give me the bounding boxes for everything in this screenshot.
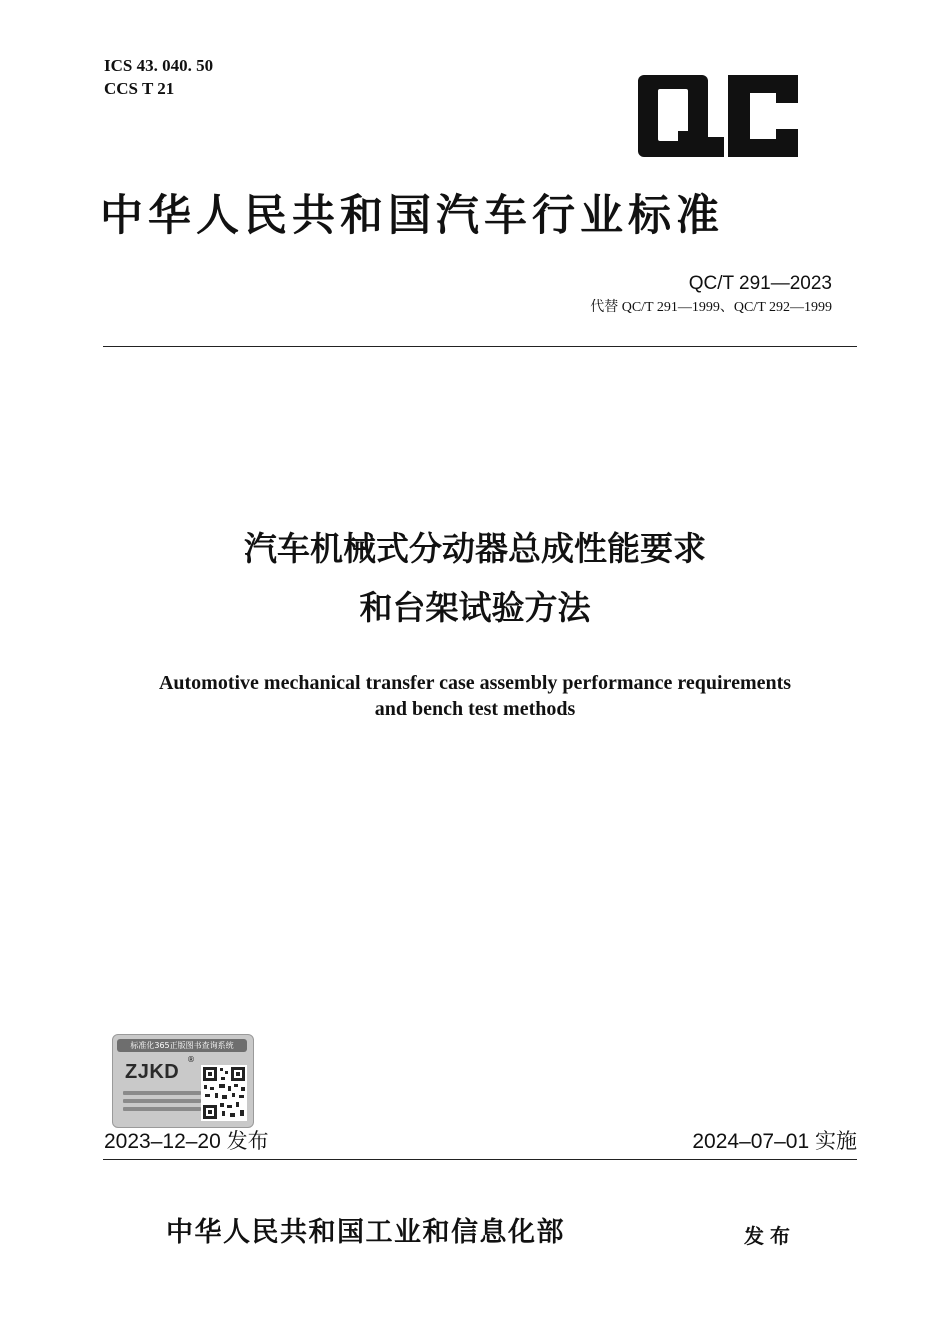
stamp-header: 标准化365正版图书查询系统 — [117, 1039, 247, 1052]
replaced-standards: 代替 QC/T 291—1999、QC/T 292—1999 — [590, 300, 832, 315]
issue-date: 2023–12–20 发布 — [104, 1130, 269, 1153]
stamp-fine-print — [123, 1091, 201, 1115]
title-en-line1: Automotive mechanical transfer case assembly performance requirements — [158, 672, 792, 694]
qr-code-icon — [201, 1065, 247, 1121]
publisher-name: 中华人民共和国工业和信息化部 — [166, 1217, 565, 1248]
stamp-brand: ZJKD — [125, 1061, 180, 1083]
title-cn-line2: 和台架试验方法 — [359, 588, 591, 627]
qc-logo — [636, 73, 800, 159]
standard-number: QC/T 291—2023 — [688, 273, 832, 294]
implementation-date: 2024–07–01 实施 — [692, 1130, 857, 1153]
ics-code: ICS 43. 040. 50 — [104, 56, 214, 75]
title-en-line2: and bench test methods — [374, 698, 576, 720]
anti-counterfeit-stamp — [112, 1034, 254, 1128]
ccs-code: CCS T 21 — [104, 79, 175, 98]
top-divider — [103, 346, 857, 347]
qc-logo-c-shape — [728, 75, 798, 157]
bottom-divider — [103, 1159, 857, 1160]
publish-label: 发布 — [744, 1224, 796, 1248]
title-cn-line1: 汽车机械式分动器总成性能要求 — [244, 529, 706, 568]
registered-mark: ® — [187, 1055, 195, 1064]
standard-category-title: 中华人民共和国汽车行业标准 — [100, 191, 724, 241]
